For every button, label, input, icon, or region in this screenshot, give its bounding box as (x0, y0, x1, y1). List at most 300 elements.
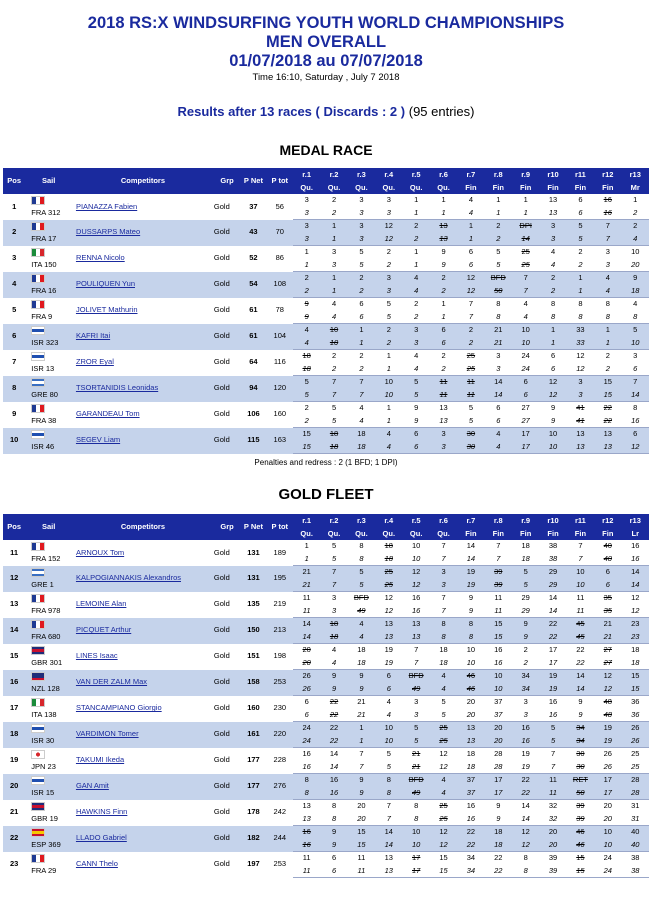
race-points: 10 (375, 389, 402, 402)
race-points: 5 (402, 735, 429, 748)
race-score: 8 (496, 299, 501, 308)
race-score: BFD (402, 774, 429, 787)
race-points: 14 (512, 813, 539, 826)
race-score: 12 (375, 220, 402, 233)
race-points: 41 (567, 415, 594, 428)
competitor-link[interactable]: PIANAZZA Fabien (75, 201, 138, 211)
points-total: 228 (273, 755, 287, 765)
race-points: 3 (594, 259, 621, 272)
col-header: r10 (539, 514, 566, 527)
competitor-link[interactable]: STANCAMPIANO Giorgio (75, 703, 162, 713)
competitor-link[interactable]: ARNOUX Tom (75, 547, 125, 557)
race-points: 10 (567, 579, 594, 592)
competitor-link[interactable]: KALPOGIANNAKIS Alexandros (72, 566, 214, 592)
race-score: 6 (512, 376, 539, 389)
race-score: 4 (523, 299, 528, 308)
competitor-link[interactable]: POULIQUEN Yun (72, 272, 214, 298)
race-score: 1 (523, 195, 528, 204)
col-header: Competitors (72, 168, 214, 194)
race-score: 3 (359, 195, 364, 204)
race-score: 26 (293, 670, 320, 683)
race-score: 8 (457, 618, 484, 631)
race-score: 1 (304, 247, 309, 256)
points-net: 178 (247, 807, 260, 817)
race-score: 1 (496, 195, 501, 204)
race-points: 4 (539, 259, 566, 272)
race-score: 6 (621, 428, 649, 441)
col-subheader: Qu. (348, 527, 375, 540)
race-points: 6 (430, 337, 457, 350)
race-score: 34 (512, 670, 539, 683)
race-score: 11 (357, 853, 366, 862)
race-score: DPI (512, 220, 539, 233)
race-score: 18 (348, 428, 375, 441)
race-points: 3 (293, 233, 320, 246)
race-score: 41 (576, 403, 585, 412)
flag-icon (31, 646, 45, 655)
race-score: 11 (457, 376, 484, 389)
race-points: 10 (539, 441, 566, 454)
race-points: 9 (539, 415, 566, 428)
race-points: 17 (402, 865, 429, 878)
flag-icon (31, 854, 45, 863)
race-points: 15 (567, 865, 594, 878)
flag-icon (31, 222, 45, 231)
race-score: 32 (548, 801, 558, 810)
race-score: 10 (320, 324, 347, 337)
competitor-link[interactable]: VARDIMON Tomer (72, 722, 214, 748)
race-points: 22 (539, 631, 566, 644)
group: Gold (214, 670, 240, 696)
race-points: 39 (539, 865, 566, 878)
race-score: 27 (603, 645, 612, 654)
points-total: 253 (273, 859, 287, 869)
race-score: 4 (633, 299, 638, 308)
race-score: 11 (539, 774, 566, 787)
race-score: 39 (576, 801, 585, 810)
race-score: 5 (539, 722, 566, 735)
race-points: 22 (457, 839, 484, 852)
race-score: 3 (402, 324, 429, 337)
race-score: 1 (386, 351, 391, 360)
points-net: 135 (247, 599, 260, 609)
race-points: 18 (512, 553, 539, 566)
competitor-link[interactable]: GARANDEAU Tom (75, 409, 140, 419)
race-score: 9 (621, 272, 649, 285)
race-score: 12 (576, 351, 585, 360)
points-net: 131 (240, 566, 266, 592)
col-header: r.8 (485, 514, 512, 527)
race-score: 21 (594, 618, 621, 631)
race-points: 22 (567, 657, 594, 670)
col-subheader: Fin (457, 527, 484, 540)
sail-label: ISR 323 (31, 337, 59, 347)
race-points: 14 (539, 605, 566, 618)
race-score: 8 (359, 541, 364, 550)
race-score: 9 (320, 826, 347, 839)
race-points: 26 (293, 683, 320, 696)
race-score: 17 (548, 645, 558, 654)
race-points: 7 (457, 311, 484, 324)
race-points: 16 (594, 207, 621, 220)
group: Gold (214, 566, 240, 592)
race-points: 3 (485, 363, 512, 376)
race-score: 1 (633, 195, 638, 204)
points-total: 189 (273, 547, 287, 557)
race-points: 11 (485, 605, 512, 618)
col-header: Sail (25, 514, 72, 540)
race-score: 3 (496, 351, 501, 360)
col-header: r.5 (402, 168, 429, 181)
race-score: 18 (320, 428, 347, 441)
race-score: 14 (567, 670, 594, 683)
race-points: 1 (485, 207, 512, 220)
race-points: 24 (512, 363, 539, 376)
race-points: 18 (430, 657, 457, 670)
race-score: 8 (633, 403, 638, 412)
points-net: 177 (247, 755, 260, 765)
race-points: 9 (430, 259, 457, 272)
competitor-link[interactable]: LINES Isaac (75, 651, 118, 661)
result-row (3, 826, 649, 839)
competitor-link[interactable]: ZROR Eyal (75, 357, 114, 367)
race-score: 3 (430, 566, 457, 579)
race-score: RET (567, 774, 594, 787)
result-row (3, 774, 649, 787)
race-points: 8 (567, 311, 594, 324)
race-score: 1 (348, 722, 375, 735)
race-score: 40 (621, 826, 649, 839)
col-subheader: Qu. (348, 181, 375, 194)
race-score: 18 (631, 645, 640, 654)
race-points: 1 (348, 735, 375, 748)
points-total: 116 (273, 357, 286, 367)
competitor-link[interactable]: PICQUET Arthur (72, 618, 214, 644)
race-score: 18 (485, 826, 512, 839)
race-points: 3 (348, 233, 375, 246)
race-points: 5 (320, 415, 347, 428)
race-score: 8 (523, 853, 528, 862)
points-net: 158 (240, 670, 266, 696)
race-score: 5 (512, 566, 539, 579)
race-score: 8 (578, 299, 583, 308)
result-row (3, 696, 649, 709)
race-points: 30 (457, 441, 484, 454)
sail-label: FRA 29 (31, 865, 57, 875)
col-header: r11 (567, 168, 594, 181)
race-score: BFD (353, 593, 369, 602)
competitor-link[interactable]: TSORTANIDIS Leonidas (72, 376, 214, 402)
race-points: 37 (457, 787, 484, 800)
race-points: 16 (320, 787, 347, 800)
race-score: 24 (521, 351, 530, 360)
race-points: 4 (485, 441, 512, 454)
race-score: 18 (357, 645, 366, 654)
flag-icon (31, 672, 45, 681)
race-score: 9 (348, 774, 375, 787)
race-score: 11 (302, 853, 311, 862)
race-score: 22 (494, 853, 503, 862)
race-score: 6 (496, 403, 501, 412)
race-score: 2 (359, 351, 364, 360)
col-header: r.4 (375, 514, 402, 527)
position: 12 (3, 566, 25, 592)
race-points: 37 (485, 709, 512, 722)
result-row (3, 852, 649, 865)
race-points: 3 (375, 207, 402, 220)
race-points: 6 (621, 363, 649, 376)
race-points: 34 (567, 735, 594, 748)
race-points: 7 (539, 761, 566, 774)
race-score: 9 (578, 697, 583, 706)
race-score: 14 (621, 566, 649, 579)
race-score: 2 (441, 351, 446, 360)
race-score: 17 (485, 774, 512, 787)
position: 22 (3, 826, 25, 852)
col-subheader: Fin (512, 181, 539, 194)
race-points: 7 (348, 761, 375, 774)
race-points: 22 (320, 709, 347, 722)
col-subheader: Fin (457, 181, 484, 194)
race-score: 12 (439, 749, 448, 758)
race-score: 9 (468, 593, 473, 602)
race-score: 12 (457, 272, 484, 285)
race-score: 2 (402, 220, 429, 233)
race-points: 28 (485, 761, 512, 774)
race-points: 3 (512, 709, 539, 722)
points-total: 198 (273, 651, 287, 661)
race-points: 20 (457, 709, 484, 722)
race-points: 4 (621, 233, 649, 246)
race-score: 18 (466, 749, 476, 758)
race-points: 7 (512, 285, 539, 298)
race-score: 13 (384, 853, 393, 862)
sail-label: ITA 138 (31, 709, 57, 719)
race-points: 9 (348, 787, 375, 800)
competitor-link[interactable]: VAN DER ZALM Max (72, 670, 214, 696)
race-points: 2 (512, 657, 539, 670)
race-score: 27 (521, 403, 530, 412)
race-score: 9 (320, 670, 347, 683)
flag-icon (31, 378, 45, 387)
race-points: 11 (567, 605, 594, 618)
race-score: 31 (631, 801, 640, 810)
group: Gold (213, 651, 230, 661)
competitor-link[interactable]: DUSSARPS Mateo (72, 220, 214, 246)
race-points: 39 (485, 579, 512, 592)
flag-icon (31, 568, 45, 577)
race-points: 3 (402, 337, 429, 350)
race-points: 3 (539, 233, 566, 246)
race-points: 14 (621, 389, 649, 402)
race-score: 21 (485, 324, 512, 337)
points-net: 150 (240, 618, 266, 644)
race-score: 26 (603, 749, 612, 758)
race-score: 12 (430, 826, 457, 839)
race-points: 6 (375, 683, 402, 696)
race-score: 1 (348, 324, 375, 337)
points-total: 195 (267, 566, 293, 592)
position: 19 (9, 755, 19, 765)
race-points: 8 (348, 553, 375, 566)
competitor-link[interactable]: LEMOINE Alan (75, 599, 127, 609)
race-score: 8 (331, 801, 337, 810)
sail-number (25, 540, 72, 566)
race-points: 5 (348, 579, 375, 592)
race-score: 19 (539, 670, 566, 683)
position: 5 (12, 305, 17, 315)
race-score: 8 (550, 299, 556, 308)
race-score: 15 (576, 853, 585, 862)
competitor-link[interactable]: CANN Thelo (75, 859, 118, 869)
race-score: 10 (567, 566, 594, 579)
flag-icon (31, 594, 45, 603)
race-score: 4 (594, 272, 621, 285)
group: Gold (213, 305, 230, 315)
result-row (3, 402, 649, 415)
race-points: 21 (348, 709, 375, 722)
race-points: 12 (512, 839, 539, 852)
points-total: 86 (275, 253, 284, 263)
sail-number (25, 324, 72, 350)
race-points: 17 (539, 657, 566, 670)
race-points: 16 (293, 761, 320, 774)
sail-label: GRE 1 (31, 579, 54, 589)
race-points: 40 (594, 553, 621, 566)
competitor-link[interactable]: TAKUMI Ikeda (75, 755, 125, 765)
group: Gold (214, 826, 240, 852)
group: Gold (214, 220, 240, 246)
race-score: 12 (384, 593, 393, 602)
race-score: 22 (320, 722, 347, 735)
sail-number (25, 748, 72, 774)
col-header: r.1 (293, 514, 320, 527)
race-score: 18 (320, 618, 347, 631)
race-points: 5 (293, 389, 320, 402)
race-points: 38 (621, 865, 649, 878)
race-points: 33 (567, 337, 594, 350)
race-points: 1 (430, 207, 457, 220)
col-subheader: Qu. (375, 527, 402, 540)
sail-number (25, 402, 72, 428)
race-score: 4 (430, 774, 457, 787)
col-subheader: Fin (539, 181, 566, 194)
col-subheader: Fin (485, 181, 512, 194)
sail-number (25, 800, 72, 826)
race-points: 21 (402, 761, 429, 774)
medal-race-title: MEDAL RACE (279, 142, 373, 158)
race-points: 2 (485, 233, 512, 246)
race-score: 5 (293, 376, 320, 389)
group: Gold (214, 428, 240, 454)
competitor-link[interactable]: LLADO Gabriel (72, 826, 214, 852)
race-points: 9 (348, 683, 375, 696)
race-score: 25 (439, 801, 448, 810)
race-score: 8 (375, 774, 402, 787)
race-points: 40 (621, 839, 649, 852)
points-net: 61 (249, 305, 258, 315)
sail-number (25, 298, 72, 324)
race-points: 20 (621, 259, 649, 272)
race-points: 2 (430, 363, 457, 376)
competitor-link[interactable]: SEGEV Liam (72, 428, 214, 454)
points-net: 61 (240, 324, 266, 350)
race-score: 4 (359, 403, 364, 412)
race-score: 17 (594, 774, 621, 787)
competitor-link[interactable]: RENNA Nicolo (75, 253, 125, 263)
flag-icon (31, 828, 45, 837)
race-points: 8 (430, 631, 457, 644)
col-header: r10 (539, 168, 566, 181)
race-score: 7 (512, 272, 539, 285)
competitor-link[interactable]: HAWKINS Finn (75, 807, 128, 817)
race-points: 12 (539, 389, 566, 402)
race-points: 1 (348, 337, 375, 350)
sail-label: NZL 128 (31, 683, 60, 693)
race-score: 14 (466, 541, 476, 550)
sail-label: FRA 38 (31, 415, 57, 425)
race-points: 1 (402, 207, 429, 220)
race-score: 9 (512, 618, 539, 631)
race-points: 8 (539, 311, 566, 324)
race-score: 3 (375, 272, 402, 285)
col-header: Grp (214, 514, 240, 540)
race-score: 48 (603, 697, 612, 706)
race-score: 1 (594, 324, 621, 337)
race-score: 13 (567, 428, 594, 441)
race-score: 1 (539, 324, 566, 337)
race-points: 8 (375, 787, 402, 800)
race-score: 4 (430, 670, 457, 683)
race-score: 6 (304, 697, 309, 706)
competitor-link[interactable]: JOLIVET Mathurin (75, 305, 138, 315)
race-points: 10 (402, 553, 429, 566)
race-points: 18 (320, 631, 347, 644)
position: 23 (9, 859, 19, 869)
race-score: 13 (548, 195, 558, 204)
race-points: 13 (375, 865, 402, 878)
points-total: 230 (273, 703, 287, 713)
race-score: 16 (494, 645, 503, 654)
col-header: Grp (214, 168, 240, 194)
race-points: 8 (402, 813, 429, 826)
race-score: 39 (485, 566, 512, 579)
race-score: 10 (412, 541, 421, 550)
sail-number (25, 852, 72, 878)
points-total: 104 (267, 324, 293, 350)
col-header: r.6 (430, 514, 457, 527)
competitor-link[interactable]: KAFRI Itai (72, 324, 214, 350)
race-score: 2 (375, 324, 402, 337)
race-score: 22 (329, 697, 339, 706)
race-points: 1 (293, 553, 320, 566)
sail-label: FRA 312 (31, 207, 61, 217)
race-points: 49 (402, 787, 429, 800)
race-points: 7 (348, 389, 375, 402)
competitor-link[interactable]: GAN Amit (72, 774, 214, 800)
sail-number (25, 644, 72, 670)
race-score: 6 (594, 566, 621, 579)
race-score: 10 (512, 324, 539, 337)
race-score: 2 (485, 220, 512, 233)
race-score: 6 (550, 351, 556, 360)
race-score: 1 (320, 220, 347, 233)
race-points: 12 (430, 761, 457, 774)
race-score: 7 (496, 541, 501, 550)
points-net: 37 (249, 201, 258, 211)
race-points: 19 (512, 761, 539, 774)
time-stamp: Time 16:10, Saturday , July 7 2018 (252, 72, 400, 83)
